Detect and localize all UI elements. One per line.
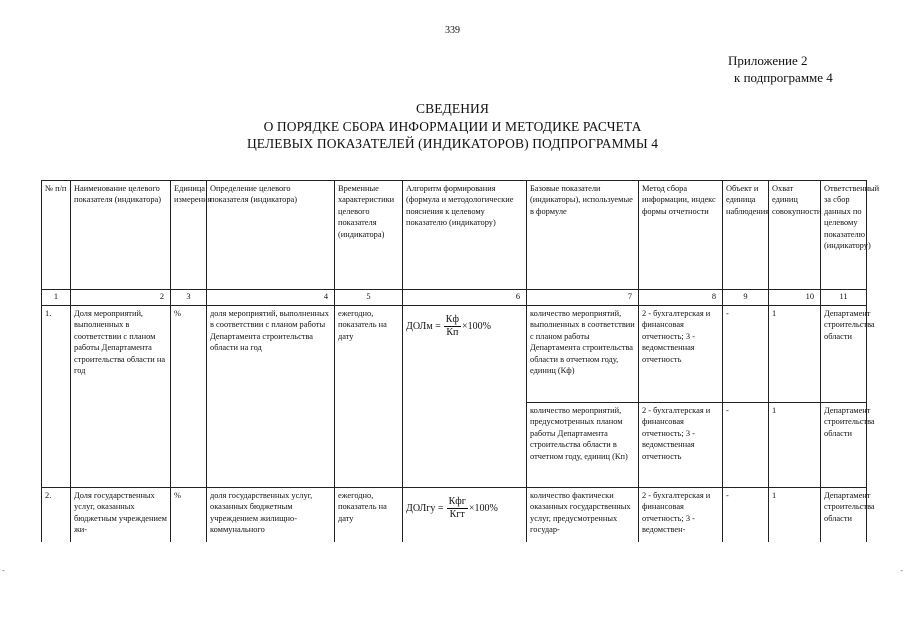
formula-denominator: Кп (446, 327, 459, 338)
column-number-row (42, 290, 867, 306)
document-title (0, 100, 905, 153)
right-edge-mark: - (900, 566, 903, 575)
base-indicator: количество мероприятий, предусмотренных планом работы Департамента строительства области в отчетном году, единиц (Кп) (527, 403, 639, 488)
appendix-line-1: Приложение 2 (728, 53, 808, 68)
header-object: Объект и единица наблюдения (723, 181, 769, 290)
indicator-unit: % (171, 306, 207, 488)
row-number: 2. (42, 488, 71, 543)
indicator-definition: доля мероприятий, выполненных в соответствии с планом работы Департамента строительства области на год (207, 306, 335, 488)
table-row (42, 306, 867, 403)
collection-method: 2 - бухгалтерская и финансовая отчетность; 3 - ведомствен- (639, 488, 723, 543)
title-line-1: СВЕДЕНИЯ (415, 101, 489, 116)
indicator-unit: % (171, 488, 207, 543)
header-num: № п/п (42, 181, 71, 290)
column-number: 5 (335, 290, 403, 306)
formula-numerator: Кфг (448, 496, 466, 507)
observation-object: - (723, 403, 769, 488)
indicator-timing: ежегодно, показатель на дату (335, 488, 403, 543)
row-number: 1. (42, 306, 71, 488)
header-method: Метод сбора информации, индекс формы отчетности (639, 181, 723, 290)
header-responsible: Ответственный за сбор данных по целевому показателю (индикатору) (821, 181, 867, 290)
column-number: 11 (821, 290, 867, 306)
table-row (42, 488, 867, 543)
column-number: 9 (723, 290, 769, 306)
formula-lhs: ДОЛгу = (406, 502, 444, 514)
base-indicator: количество мероприятий, выполненных в соответствии с планом работы Департамента строительства области в отчетном году, единиц (Кф) (527, 306, 639, 403)
indicator-formula (403, 306, 527, 488)
collection-method: 2 - бухгалтерская и финансовая отчетность; 3 - ведомственная отчетность (639, 306, 723, 403)
responsible: Департамент строительства области (821, 306, 867, 403)
column-number: 2 (71, 290, 171, 306)
header-algorithm: Алгоритм формирования (формула и методологические пояснения к целевому показателю (индикатору) (403, 181, 527, 290)
responsible: Департамент строительства области (821, 403, 867, 488)
formula-tail: ×100% (461, 320, 491, 332)
indicator-definition: доля государственных услуг, оказанных бюджетным учреждением жилищно-коммунального (207, 488, 335, 543)
column-number: 6 (403, 290, 527, 306)
title-line-3: ЦЕЛЕВЫХ ПОКАЗАТЕЛЕЙ (ИНДИКАТОРОВ) ПОДПРОГРАММЫ 4 (246, 136, 659, 151)
appendix-caption (728, 52, 833, 86)
indicator-name: Доля мероприятий, выполненных в соответствии с планом работы Департамента строительства области на год (71, 306, 171, 488)
column-number: 1 (42, 290, 71, 306)
formula-tail: ×100% (468, 502, 498, 514)
formula-denominator: Кгт (449, 509, 465, 520)
header-row (42, 181, 867, 290)
formula-lhs: ДОЛм = (406, 320, 441, 332)
formula-fraction (444, 314, 461, 339)
title-line-2: О ПОРЯДКЕ СБОРА ИНФОРМАЦИИ И МЕТОДИКЕ РАСЧЕТА (263, 118, 642, 134)
header-name: Наименование целевого показателя (индикатора) (71, 181, 171, 290)
observation-object: - (723, 488, 769, 543)
column-number: 10 (769, 290, 821, 306)
left-edge-mark: - (2, 566, 5, 575)
formula (406, 490, 523, 521)
formula-numerator: Кф (445, 314, 459, 325)
column-number: 4 (207, 290, 335, 306)
header-coverage: Охват единиц совокупности (769, 181, 821, 290)
header-definition: Определение целевого показателя (индикатора) (207, 181, 335, 290)
coverage: 1 (769, 306, 821, 403)
column-number: 8 (639, 290, 723, 306)
formula-fraction (447, 496, 468, 521)
collection-method: 2 - бухгалтерская и финансовая отчетность; 3 - ведомственная отчетность (639, 403, 723, 488)
formula (406, 308, 523, 339)
indicators-table (41, 180, 880, 542)
indicator-name: Доля государственных услуг, оказанных бюджетным учреждением жи- (71, 488, 171, 543)
coverage: 1 (769, 403, 821, 488)
column-number: 3 (171, 290, 207, 306)
header-unit: Единица измерения (171, 181, 207, 290)
indicator-formula (403, 488, 527, 543)
observation-object: - (723, 306, 769, 403)
base-indicator: количество фактически оказанных государственных услуг, предусмотренных государ- (527, 488, 639, 543)
indicator-timing: ежегодно, показатель на дату (335, 306, 403, 488)
coverage: 1 (769, 488, 821, 543)
header-timing: Временные характеристики целевого показателя (индикатора) (335, 181, 403, 290)
column-number: 7 (527, 290, 639, 306)
appendix-line-2: к подпрограмме 4 (734, 70, 833, 85)
responsible: Департамент строительства области (821, 488, 867, 543)
header-base: Базовые показатели (индикаторы), используемые в формуле (527, 181, 639, 290)
page-number: 339 (445, 25, 460, 36)
